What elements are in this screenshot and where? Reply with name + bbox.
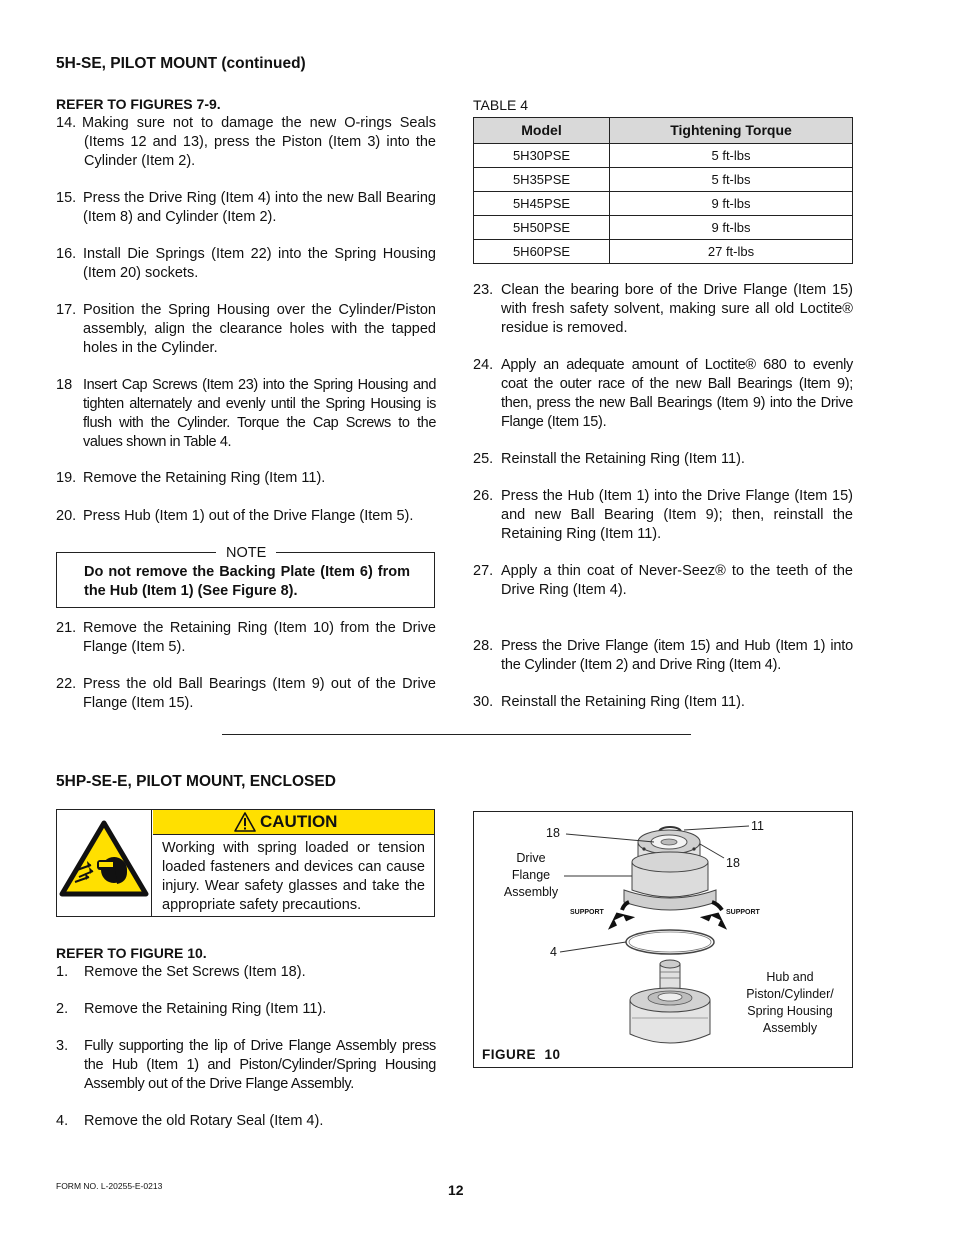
step-21 <box>56 619 436 657</box>
label-drive-flange-assembly: Drive Flange Assembly <box>503 851 559 899</box>
step-text: Apply an adequate amount of Loctite® 680 to evenly coat the outer race of the new Ball Bearings (Item 9); then, press the new Ball Bearings (Item 9) into the Drive Flange (Item 15). <box>501 357 853 430</box>
step-number: 25. <box>473 451 494 467</box>
label-hub-assembly: Hub and Piston/Cylinder/ Spring Housing Assembly <box>746 970 834 1035</box>
section-divider <box>222 734 691 735</box>
step-number: 3. <box>56 1038 69 1054</box>
step-number: 23. <box>473 282 494 298</box>
step-14 <box>56 114 436 171</box>
caution-box <box>56 809 435 917</box>
table-cell: 27 ft-lbs <box>610 240 853 264</box>
step-20 <box>56 507 436 526</box>
step-text: Reinstall the Retaining Ring (Item 11). <box>501 694 745 710</box>
step-4 <box>56 1112 436 1131</box>
step-3 <box>56 1037 436 1094</box>
table-4-caption: TABLE 4 <box>473 97 528 113</box>
step-22 <box>56 675 436 713</box>
step-number: 17. <box>56 302 77 318</box>
step-text: Position the Spring Housing over the Cylinder/Piston assembly, align the clearance holes with the tapped holes in the Cylinder. <box>83 302 436 356</box>
step-number: 24. <box>473 357 494 373</box>
step-text: Remove the Retaining Ring (Item 11). <box>83 470 326 486</box>
table-cell: 9 ft-lbs <box>610 216 853 240</box>
step-text: Making sure not to damage the new O-rings Seals (Items 12 and 13), press the Piston (Item 3) into the Cylinder (Item 2). <box>82 115 436 169</box>
step-number: 26. <box>473 488 494 504</box>
table-header: Model <box>474 118 610 144</box>
step-30 <box>473 693 853 712</box>
step-text: Reinstall the Retaining Ring (Item 11). <box>501 451 745 467</box>
step-17 <box>56 301 436 358</box>
label-item-18-right: 18 <box>726 856 740 870</box>
step-text: Press Hub (Item 1) out of the Drive Flange (Item 5). <box>83 508 414 524</box>
caution-heading: CAUTION <box>260 812 338 831</box>
label-support-left: SUPPORT <box>570 909 604 916</box>
step-number: 28. <box>473 638 494 654</box>
table-cell: 5H60PSE <box>474 240 610 264</box>
step-text: Remove the Set Screws (Item 18). <box>84 964 306 980</box>
figure-10-caption: FIGURE 10 <box>482 1047 561 1062</box>
step-number: 21. <box>56 620 77 636</box>
table-cell: 5H30PSE <box>474 144 610 168</box>
step-text: Install Die Springs (Item 22) into the Spring Housing (Item 20) sockets. <box>83 246 436 281</box>
step-number: 22. <box>56 676 77 692</box>
table-cell: 5H45PSE <box>474 192 610 216</box>
figure-10 <box>473 811 853 1068</box>
step-26 <box>473 487 853 544</box>
step-number: 20. <box>56 508 77 524</box>
caution-header <box>153 810 434 835</box>
table-row <box>474 144 853 168</box>
step-1 <box>56 963 436 982</box>
step-19 <box>56 469 436 488</box>
table-row <box>474 168 853 192</box>
caution-text: Working with spring loaded or tension loaded fasteners and devices can cause injury. Wear safety glasses and take the appropriate safety precautions. <box>162 840 425 913</box>
note-label: NOTE <box>216 544 276 563</box>
step-15 <box>56 189 436 227</box>
table-4 <box>473 117 853 264</box>
step-text: Press the Drive Flange (item 15) and Hub (Item 1) into the Cylinder (Item 2) and Drive Ring (Item 4). <box>501 638 853 673</box>
step-27 <box>473 562 853 600</box>
label-support-right: SUPPORT <box>726 909 760 916</box>
step-28 <box>473 637 853 675</box>
table-row <box>474 192 853 216</box>
label-item-11: 11 <box>751 819 764 833</box>
step-text: Remove the Retaining Ring (Item 10) from the Drive Flange (Item 5). <box>83 620 436 655</box>
step-number: 2. <box>56 1001 69 1017</box>
step-24 <box>473 356 853 432</box>
label-item-18-top: 18 <box>546 826 560 840</box>
step-16 <box>56 245 436 283</box>
step-number: 15. <box>56 190 77 206</box>
step-text: Remove the old Rotary Seal (Item 4). <box>84 1113 324 1129</box>
table-header: Tightening Torque <box>610 118 853 144</box>
safety-glasses-icon <box>57 810 151 916</box>
table-row <box>474 216 853 240</box>
step-number: 1. <box>56 964 69 980</box>
section-2-title: 5HP-SE-E, PILOT MOUNT, ENCLOSED <box>56 773 336 790</box>
step-number: 18 <box>56 377 73 393</box>
step-text: Clean the bearing bore of the Drive Flange (Item 15) with fresh safety solvent, making sure all old Loctite® residue is removed. <box>501 282 853 336</box>
warning-triangle-icon <box>234 812 256 832</box>
form-number: FORM NO. L-20255-E-0213 <box>56 1181 163 1191</box>
refer-figures-7-9: REFER TO FIGURES 7-9. <box>56 96 221 112</box>
step-number: 19. <box>56 470 77 486</box>
step-text: Press the Hub (Item 1) into the Drive Flange (Item 15) and new Ball Bearing (Item 9); then, reinstall the Retaining Ring (Item 11). <box>501 488 853 542</box>
table-cell: 5H35PSE <box>474 168 610 192</box>
table-cell: 9 ft-lbs <box>610 192 853 216</box>
section-title: 5H-SE, PILOT MOUNT (continued) <box>56 55 306 72</box>
refer-figure-10: REFER TO FIGURE 10. <box>56 945 207 961</box>
label-item-4: 4 <box>550 945 557 959</box>
step-text: Apply a thin coat of Never-Seez® to the teeth of the Drive Ring (Item 4). <box>501 563 853 598</box>
table-row <box>474 240 853 264</box>
page-number: 12 <box>448 1182 464 1198</box>
step-text: Press the old Ball Bearings (Item 9) out of the Drive Flange (Item 15). <box>83 676 436 711</box>
step-number: 16. <box>56 246 77 262</box>
safety-glasses-pictogram <box>57 810 152 916</box>
table-cell: 5 ft-lbs <box>610 144 853 168</box>
step-text: Insert Cap Screws (Item 23) into the Spring Housing and tighten alternately and evenly until the Spring Housing is flush with the Cylinder. Torque the Cap Screws to the values shown in Table 4. <box>83 377 436 450</box>
step-18 <box>56 376 436 452</box>
table-cell: 5H50PSE <box>474 216 610 240</box>
step-number: 27. <box>473 563 494 579</box>
step-text: Remove the Retaining Ring (Item 11). <box>84 1001 327 1017</box>
step-number: 30. <box>473 694 494 710</box>
table-cell: 5 ft-lbs <box>610 168 853 192</box>
note-text: Do not remove the Backing Plate (Item 6) from the Hub (Item 1) (See Figure 8). <box>84 564 410 599</box>
step-2 <box>56 1000 436 1019</box>
step-text: Press the Drive Ring (Item 4) into the new Ball Bearing (Item 8) and Cylinder (Item 2). <box>83 190 436 225</box>
step-number: 4. <box>56 1113 69 1129</box>
step-25 <box>473 450 853 469</box>
step-number: 14. <box>56 115 77 131</box>
step-23 <box>473 281 853 338</box>
step-text: Fully supporting the lip of Drive Flange Assembly press the Hub (Item 1) and Piston/Cylinder/Spring Housing Assembly out of the Drive Flange Assembly. <box>84 1038 436 1092</box>
